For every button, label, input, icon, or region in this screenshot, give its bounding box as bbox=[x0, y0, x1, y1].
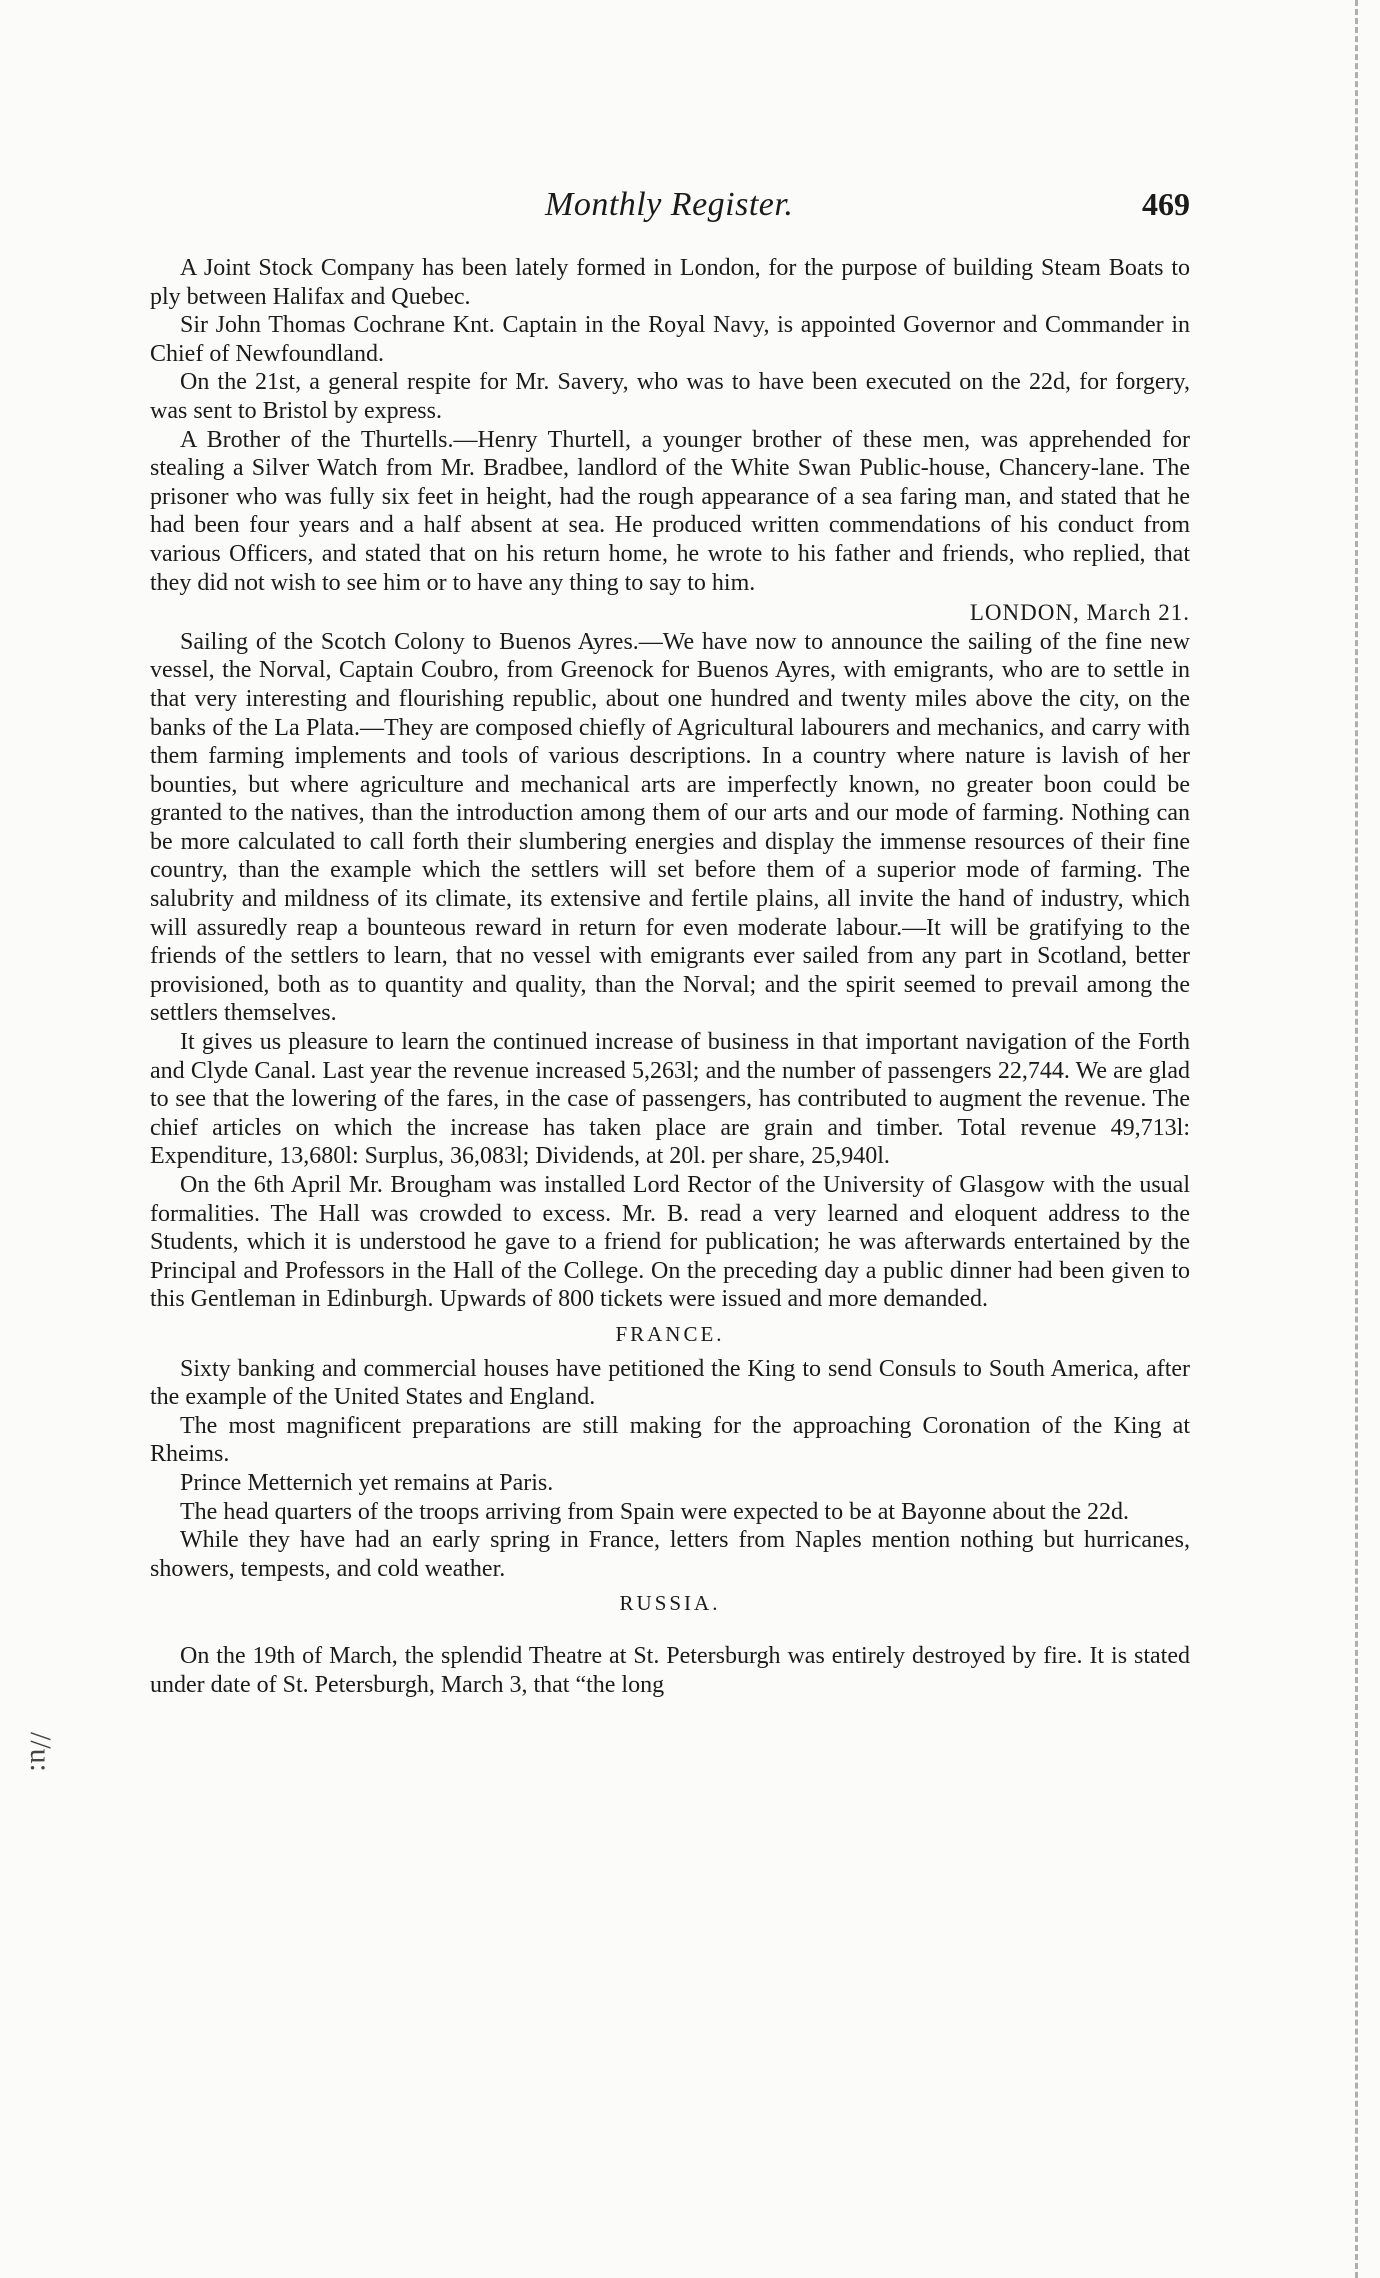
paragraph: On the 19th of March, the splendid Theatre at St. Petersburgh was entirely destroyed by fire. It is stated under date of St. Petersburgh, March 3, that “the long bbox=[150, 1642, 1190, 1698]
binding-edge bbox=[1355, 0, 1372, 2278]
paragraph: Sir John Thomas Cochrane Knt. Captain in the Royal Navy, is appointed Governor and Commander in Chief of Newfoundland. bbox=[150, 312, 1190, 367]
running-title: Monthly Register. bbox=[545, 186, 794, 223]
article-body bbox=[150, 254, 1190, 1699]
spacer bbox=[150, 1624, 1190, 1642]
paragraph: The head quarters of the troops arriving from Spain were expected to be at Bayonne about the 22d. bbox=[180, 1498, 1130, 1525]
paragraph: A Brother of the Thurtells.—Henry Thurtell, a younger brother of these men, was apprehended for stealing a Silver Watch from Mr. Bradbee, landlord of the White Swan Public-house, Chancery-lane. The prisoner who was fully six feet in height, had the rough appearance of a sea faring man, and stated that he had been four years and a half absent at sea. He produced written commendations of his conduct from various Officers, and stated that on his return home, he wrote to his father and friends, who replied, that they did not wish to see him or to have any thing to say to him. bbox=[150, 426, 1190, 596]
page-header bbox=[150, 186, 1190, 236]
paragraph: On the 6th April Mr. Brougham was installed Lord Rector of the University of Glasgow with the usual formalities. The Hall was crowded to excess. Mr. B. read a very learned and eloquent address to the Students, which it is understood he gave to a friend for publication; he was afterwards entertained by the Principal and Professors in the Hall of the College. On the preceding day a public dinner had been given to this Gentleman in Edinburgh. Upwards of 800 tickets were issued and more demanded. bbox=[150, 1172, 1190, 1313]
section-heading-france: FRANCE. bbox=[615, 1321, 725, 1346]
paragraph: While they have had an early spring in France, letters from Naples mention nothing but hurricanes, showers, tempests, and cold weather. bbox=[150, 1527, 1190, 1582]
paragraph: The most magnificent preparations are still making for the approaching Coronation of the King at Rheims. bbox=[150, 1412, 1190, 1468]
page-number: 469 bbox=[1142, 186, 1190, 222]
paragraph: On the 21st, a general respite for Mr. Savery, who was to have been executed on the 22d, for forgery, was sent to Bristol by express. bbox=[150, 369, 1190, 424]
margin-mark: //u: bbox=[24, 1731, 58, 1773]
paragraph: A Joint Stock Company has been lately formed in London, for the purpose of building Steam Boats to ply between Halifax and Quebec. bbox=[150, 255, 1190, 310]
dateline: LONDON, March 21. bbox=[969, 600, 1190, 626]
paragraph: Sailing of the Scotch Colony to Buenos Ayres.—We have now to announce the sailing of the fine new vessel, the Norval, Captain Coubro, from Greenock for Buenos Ayres, with emigrants, who are to settle in that very interesting and flourishing republic, about one hundred and twenty miles above the city, on the banks of the La Plata.—They are composed chiefly of Agricultural labourers and mechanics, and carry with them farming implements and tools of various descriptions. In a country where nature is lavish of her bounties, but where agriculture and mechanical arts are imperfectly known, no greater boon could be granted to the natives, than the introduction among them of our arts and our mode of farming. Nothing can be more calculated to call forth their slumbering energies and display the immense resources of their fine country, than the example which the settlers will set before them of a superior mode of farming. The salubrity and mildness of its climate, its extensive and fertile plains, all invite the hand of industry, which will assuredly reap a bounteous reward in return for even moderate labour.—It will be gratifying to the friends of the settlers to learn, that no vessel with emigrants ever sailed from any part in Scotland, better provisioned, both as to quantity and quality, than the Norval; and the spirit seemed to prevail among the settlers themselves. bbox=[150, 628, 1190, 1027]
paragraph: Sixty banking and commercial houses have petitioned the King to send Consuls to South America, after the example of the United States and England. bbox=[150, 1355, 1190, 1411]
section-heading-russia: RUSSIA. bbox=[619, 1591, 721, 1616]
paragraph: Prince Metternich yet remains at Paris. bbox=[180, 1469, 554, 1496]
paragraph: It gives us pleasure to learn the continued increase of business in that important navigation of the Forth and Clyde Canal. Last year the revenue increased 5,263l; and the number of passengers 22,744. We are glad to see that the lowering of the fares, in the case of passengers, has contributed to augment the revenue. The chief articles on which the increase has taken place are grain and timber. Total revenue 49,713l: Expenditure, 13,680l: Surplus, 36,083l; Dividends, at 20l. per share, 25,940l. bbox=[150, 1029, 1190, 1170]
